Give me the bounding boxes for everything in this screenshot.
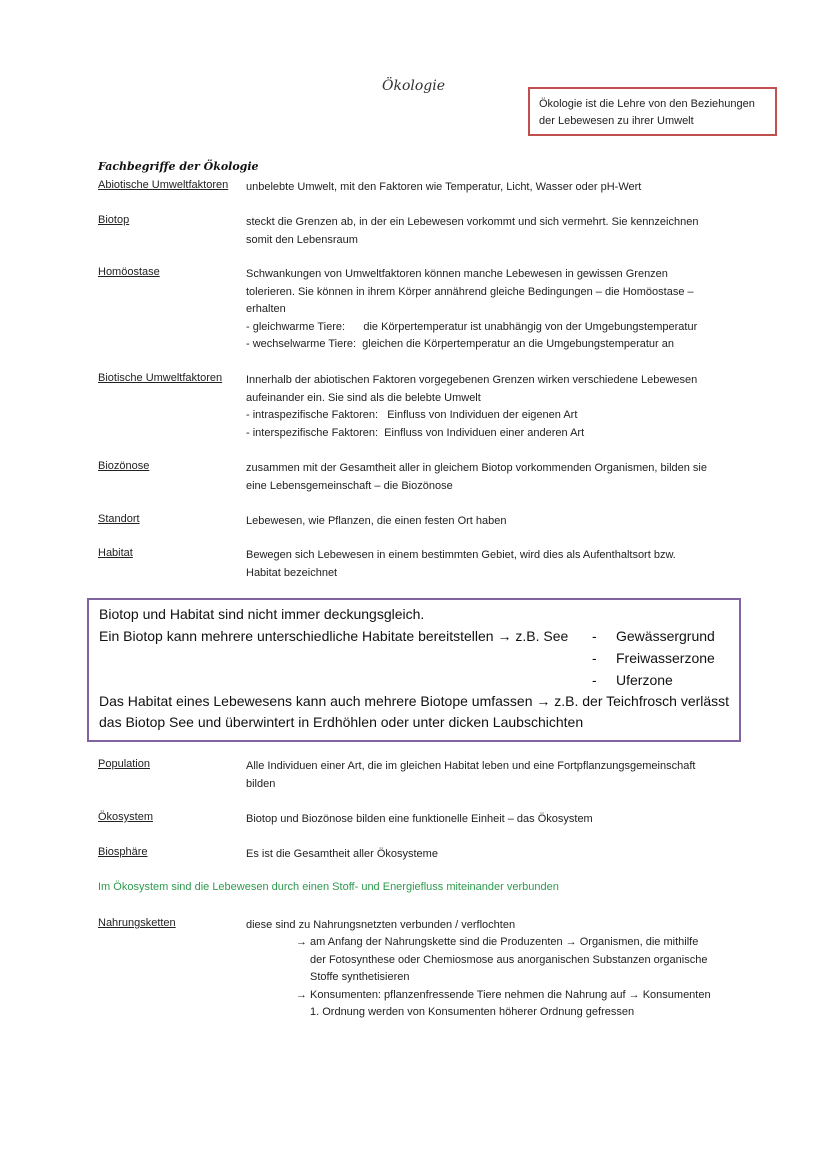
definition-standort (246, 513, 736, 531)
term-biozoenose: Biozönose (98, 460, 150, 472)
info-box (87, 598, 741, 742)
definition-homoeostase (246, 266, 736, 354)
list-bullet: - (592, 672, 597, 688)
definition-line: Stoffe synthetisieren (310, 971, 410, 983)
definition-line: → Konsumenten: pflanzenfressende Tiere nehmen die Nahrung auf → Konsumenten (296, 988, 711, 1001)
definition-line: Schwankungen von Umweltfaktoren können manche Lebewesen in gewissen Grenzen (246, 268, 668, 280)
list-item: Freiwasserzone (616, 650, 715, 666)
definition-line: aufeinander ein. Sie sind als die belebte Umwelt (246, 391, 481, 404)
definition-line: - gleichwarme Tiere: die Körpertemperatur ist unabhängig von der Umgebungstemperatur (246, 320, 698, 333)
definition-line: eine Lebensgemeinschaft – die Biozönose (246, 479, 453, 492)
definition-biozoenose (246, 460, 736, 495)
definition-box (528, 87, 777, 136)
definition-line: bilden (246, 777, 276, 790)
definition-habitat (246, 547, 736, 582)
term-habitat: Habitat (98, 547, 133, 559)
definition-line: Lebewesen, wie Pflanzen, die einen festen Ort haben (246, 515, 507, 527)
term-nahrungsketten: Nahrungsketten (98, 917, 176, 929)
definition-line: tolerieren. Sie können in ihrem Körper annährend gleiche Bedingungen – die Homöostase – (246, 285, 694, 298)
definition-line: zusammen mit der Gesamtheit aller in gleichem Biotop vorkommenden Organismen, bilden sie (246, 462, 707, 474)
definition-line: der Lebewesen zu ihrer Umwelt (539, 115, 694, 127)
definition-line: Ökologie ist die Lehre von den Beziehungen (539, 98, 755, 110)
definition-nahrungsketten (246, 917, 736, 935)
definition-line: Innerhalb der abiotischen Faktoren vorgegebenen Grenzen wirken verschiedene Lebewesen (246, 374, 698, 386)
definition-biotop (246, 214, 736, 249)
page-title: Ökologie (382, 78, 446, 94)
term-oekosystem: Ökosystem (98, 811, 154, 823)
term-biotische-umweltfaktoren: Biotische Umweltfaktoren (98, 372, 223, 384)
list-item: Uferzone (616, 672, 673, 688)
list-bullet: - (592, 650, 597, 666)
info-line: Biotop und Habitat sind nicht immer deckungsgleich. (99, 606, 425, 622)
definition-line: Bewegen sich Lebewesen in einem bestimmten Gebiet, wird dies als Aufenthaltsort bzw. (246, 549, 676, 561)
definition-biotische-umweltfaktoren (246, 372, 736, 442)
definition-line: somit den Lebensraum (246, 233, 358, 246)
info-line: Das Habitat eines Lebewesens kann auch mehrere Biotope umfassen → z.B. der Teichfrosch verlässt (99, 693, 730, 709)
definition-line: steckt die Grenzen ab, in der ein Lebewesen vorkommt und sich vermehrt. Sie kennzeichnen (246, 216, 699, 228)
definition-line: unbelebte Umwelt, mit den Faktoren wie Temperatur, Licht, Wasser oder pH-Wert (246, 181, 642, 193)
definition-line: Habitat bezeichnet (246, 566, 338, 579)
section-heading: Fachbegriffe der Ökologie (98, 160, 259, 173)
definition-line: diese sind zu Nahrungsnetzten verbunden / verflochten (246, 919, 516, 931)
definition-abiotische-umweltfaktoren (246, 179, 736, 197)
term-homoeostase: Homöostase (98, 266, 160, 278)
definition-line: der Fotosynthese oder Chemiosmose aus anorganischen Substanzen organische (310, 953, 708, 966)
definition-line: Alle Individuen einer Art, die im gleichen Habitat leben und eine Fortpflanzungsgemeinschaft (246, 760, 696, 772)
definition-line: 1. Ordnung werden von Konsumenten höherer Ordnung gefressen (310, 1006, 635, 1018)
definition-line: Es ist die Gesamtheit aller Ökosysteme (246, 848, 438, 860)
definition-biosphaere (246, 846, 736, 864)
definition-line: - interspezifische Faktoren: Einfluss von Individuen einer anderen Art (246, 426, 585, 439)
definition-line: - wechselwarme Tiere: gleichen die Körpertemperatur an die Umgebungstemperatur an (246, 338, 674, 350)
info-line: Ein Biotop kann mehrere unterschiedliche Habitate bereitstellen → z.B. See (99, 628, 569, 644)
term-standort: Standort (98, 513, 140, 525)
term-population: Population (98, 758, 150, 770)
term-biotop: Biotop (98, 214, 130, 226)
list-item: Gewässergrund (616, 628, 715, 644)
term-abiotische-umweltfaktoren: Abiotische Umweltfaktoren (98, 179, 229, 191)
definition-line: → am Anfang der Nahrungskette sind die Produzenten → Organismen, die mithilfe (296, 936, 699, 948)
definition-population (246, 758, 736, 793)
info-line: das Biotop See und überwintert in Erdhöhlen oder unter dicken Laubschichten (99, 714, 584, 730)
definition-line: - intraspezifische Faktoren: Einfluss von Individuen der eigenen Art (246, 409, 578, 421)
definition-oekosystem (246, 811, 736, 829)
list-bullet: - (592, 628, 597, 644)
food-chain-point (296, 934, 711, 1022)
green-note: Im Ökosystem sind die Lebewesen durch einen Stoff- und Energiefluss miteinander verbunden (98, 881, 559, 893)
definition-line: Biotop und Biozönose bilden eine funktionelle Einheit – das Ökosystem (246, 813, 593, 825)
term-biosphaere: Biosphäre (98, 846, 148, 858)
definition-line: erhalten (246, 303, 286, 315)
